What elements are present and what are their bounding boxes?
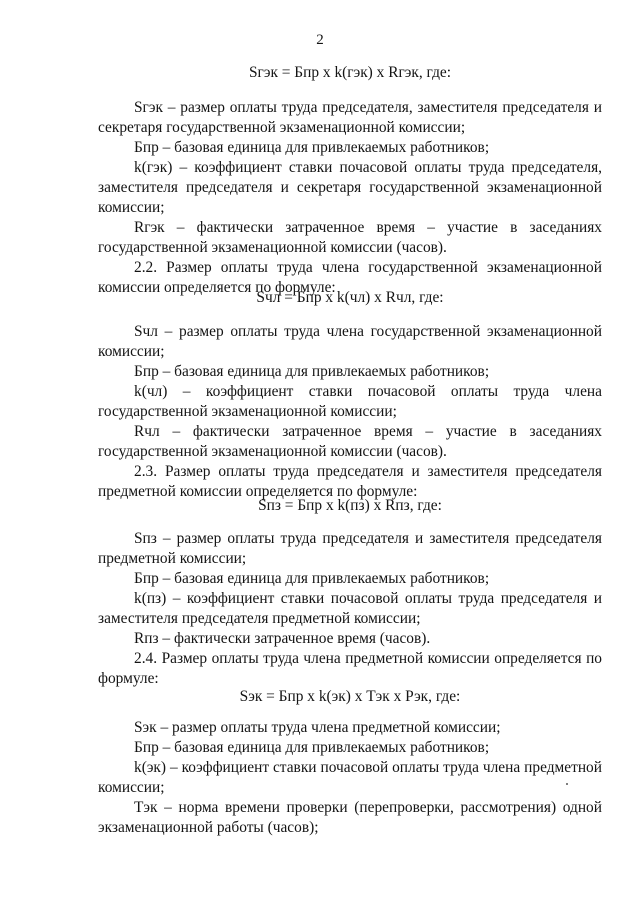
- definition-spz: Sпз – размер оплаты труда председателя и заместителя председателя предметной комиссии;: [98, 530, 602, 567]
- definition-sgek: Sгэк – размер оплаты труда председателя, заместителя председателя и секретаря государственной экзаменационной комиссии;: [98, 99, 602, 136]
- section-2-2: 2.2. Размер оплаты труда члена государственной экзаменационной комиссии определяется по формуле:: [98, 259, 602, 296]
- definition-bpr: Бпр – базовая единица для привлекаемых работников;: [134, 139, 490, 156]
- definition-bpr: Бпр – базовая единица для привлекаемых работников;: [134, 363, 490, 380]
- definition-sek: Sэк – размер оплаты труда члена предметной комиссии;: [134, 719, 501, 736]
- formula-line: Sпз = Бпр x k(пз) x Rпз, где:: [258, 497, 442, 514]
- formula-line: Sгэк = Бпр x k(гэк) x Rгэк, где:: [248, 64, 452, 81]
- definition-tek: Тэк – норма времени проверки (перепроверки, рассмотрения) одной экзаменационной работы (часов);: [98, 799, 602, 836]
- definition-rpz: Rпз – фактически затраченное время (часов).: [134, 630, 431, 647]
- formula-sgek: [98, 63, 602, 83]
- formula-schl: [98, 288, 602, 308]
- section-2-3: 2.3. Размер оплаты труда председателя и заместителя председателя предметной комиссии определяется по формуле:: [98, 463, 602, 500]
- definition-rchl: Rчл – фактически затраченное время – участие в заседаниях государственной экзаменационной комиссии (часов).: [98, 423, 602, 460]
- definition-kpz: k(пз) – коэффициент ставки почасовой оплаты труда председателя и заместителя председателя предметной комиссии;: [98, 590, 602, 627]
- definitions-block-3: [98, 529, 602, 689]
- page-number: 2: [316, 32, 324, 48]
- definition-kek: k(эк) – коэффициент ставки почасовой оплаты труда члена предметной комиссии;: [98, 759, 602, 796]
- definition-schl: Sчл – размер оплаты труда члена государственной экзаменационной комиссии;: [98, 323, 602, 360]
- formula-sek: [98, 687, 602, 707]
- definition-bpr: Бпр – базовая единица для привлекаемых работников;: [134, 570, 490, 587]
- formula-line: Sчл = Бпр x k(чл) x Rчл, где:: [256, 289, 444, 306]
- definition-kchl: k(чл) – коэффициент ставки почасовой оплаты труда члена государственной экзаменационной комиссии;: [98, 383, 602, 420]
- definitions-block-2: [98, 322, 602, 502]
- definitions-block-1: [98, 98, 602, 298]
- scan-speck: [566, 783, 568, 785]
- section-2-4: 2.4. Размер оплаты труда члена предметной комиссии определяется по формуле:: [98, 650, 602, 687]
- definition-bpr: Бпр – базовая единица для привлекаемых работников;: [134, 739, 490, 756]
- formula-line: Sэк = Бпр x k(эк) x Тэк x Рэк, где:: [239, 688, 461, 705]
- definitions-block-4: [98, 718, 602, 838]
- formula-spz: [98, 496, 602, 516]
- definition-rgek: Rгэк – фактически затраченное время – участие в заседаниях государственной экзаменационной комиссии (часов).: [98, 219, 602, 256]
- definition-kgek: k(гэк) – коэффициент ставки почасовой оплаты труда председателя, заместителя председателя и секретаря государственной экзаменационной комиссии;: [98, 159, 602, 216]
